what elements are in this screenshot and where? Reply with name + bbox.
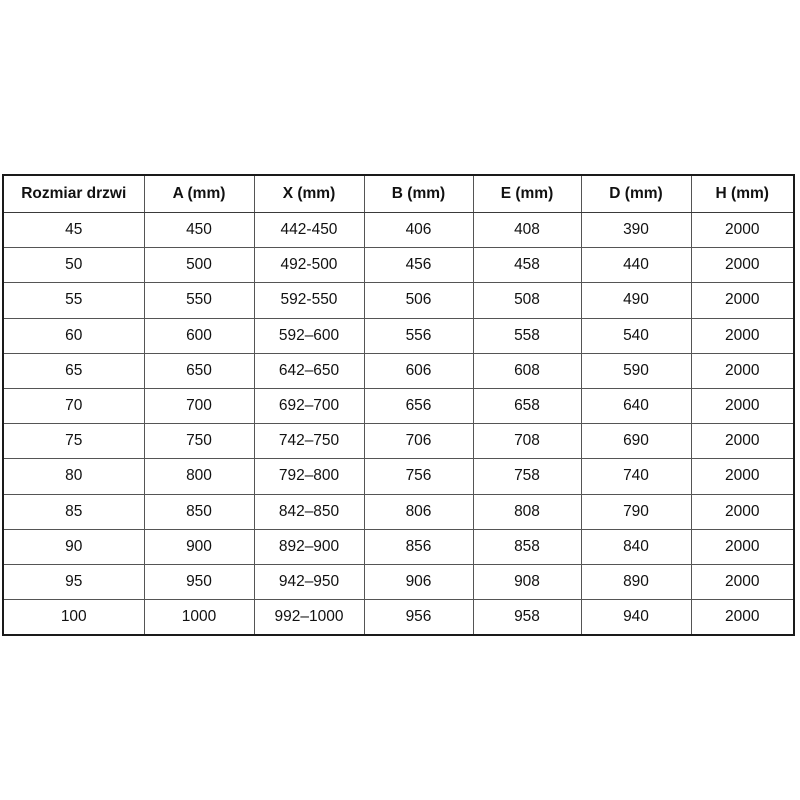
column-header: B (mm): [364, 175, 473, 213]
table-cell: 792–800: [254, 459, 364, 494]
table-cell: 700: [144, 388, 254, 423]
table-cell: 2000: [691, 529, 794, 564]
table-cell: 442-450: [254, 213, 364, 248]
column-header: X (mm): [254, 175, 364, 213]
table-cell: 650: [144, 353, 254, 388]
table-cell: 640: [581, 388, 691, 423]
table-row: [3, 213, 794, 248]
table-cell: 75: [3, 424, 144, 459]
table-cell: 500: [144, 248, 254, 283]
table-cell: 2000: [691, 494, 794, 529]
table-cell: 2000: [691, 388, 794, 423]
table-cell: 790: [581, 494, 691, 529]
table-cell: 850: [144, 494, 254, 529]
table-cell: 90: [3, 529, 144, 564]
table-row: [3, 459, 794, 494]
table-cell: 508: [473, 283, 581, 318]
header-row: [3, 175, 794, 213]
table-cell: 592–600: [254, 318, 364, 353]
column-header: D (mm): [581, 175, 691, 213]
table-cell: 55: [3, 283, 144, 318]
table-cell: 840: [581, 529, 691, 564]
table-cell: 940: [581, 600, 691, 636]
table-cell: 458: [473, 248, 581, 283]
table-row: [3, 388, 794, 423]
table-cell: 95: [3, 564, 144, 599]
table-row: [3, 318, 794, 353]
table-cell: 80: [3, 459, 144, 494]
table-cell: 756: [364, 459, 473, 494]
table-cell: 65: [3, 353, 144, 388]
table-cell: 558: [473, 318, 581, 353]
table-cell: 70: [3, 388, 144, 423]
table-cell: 408: [473, 213, 581, 248]
table-cell: 590: [581, 353, 691, 388]
table-cell: 758: [473, 459, 581, 494]
table-row: [3, 248, 794, 283]
table-cell: 456: [364, 248, 473, 283]
table-cell: 742–750: [254, 424, 364, 459]
table-cell: 2000: [691, 318, 794, 353]
table-cell: 900: [144, 529, 254, 564]
table-cell: 950: [144, 564, 254, 599]
table-cell: 2000: [691, 353, 794, 388]
table-body: [3, 213, 794, 636]
table-cell: 506: [364, 283, 473, 318]
table-cell: 908: [473, 564, 581, 599]
table-cell: 656: [364, 388, 473, 423]
table-cell: 600: [144, 318, 254, 353]
table-row: [3, 564, 794, 599]
table-cell: 556: [364, 318, 473, 353]
table-cell: 450: [144, 213, 254, 248]
table-cell: 892–900: [254, 529, 364, 564]
table-cell: 956: [364, 600, 473, 636]
table-cell: 708: [473, 424, 581, 459]
table-cell: 690: [581, 424, 691, 459]
table-cell: 2000: [691, 564, 794, 599]
column-header: H (mm): [691, 175, 794, 213]
table-head: [3, 175, 794, 213]
column-header: A (mm): [144, 175, 254, 213]
table-cell: 60: [3, 318, 144, 353]
table-cell: 592-550: [254, 283, 364, 318]
table-cell: 706: [364, 424, 473, 459]
table-cell: 606: [364, 353, 473, 388]
table-cell: 906: [364, 564, 473, 599]
table-row: [3, 424, 794, 459]
column-header: Rozmiar drzwi: [3, 175, 144, 213]
table-cell: 440: [581, 248, 691, 283]
table-row: [3, 529, 794, 564]
table-cell: 692–700: [254, 388, 364, 423]
table-cell: 806: [364, 494, 473, 529]
table-cell: 1000: [144, 600, 254, 636]
table-cell: 856: [364, 529, 473, 564]
table-row: [3, 600, 794, 636]
table-cell: 2000: [691, 459, 794, 494]
table-cell: 642–650: [254, 353, 364, 388]
column-header: E (mm): [473, 175, 581, 213]
table-row: [3, 494, 794, 529]
table-cell: 992–1000: [254, 600, 364, 636]
table-cell: 958: [473, 600, 581, 636]
table-cell: 800: [144, 459, 254, 494]
table-row: [3, 283, 794, 318]
table-cell: 550: [144, 283, 254, 318]
table-cell: 2000: [691, 424, 794, 459]
table-cell: 490: [581, 283, 691, 318]
table-cell: 842–850: [254, 494, 364, 529]
table-cell: 100: [3, 600, 144, 636]
table-cell: 540: [581, 318, 691, 353]
table-cell: 858: [473, 529, 581, 564]
table-cell: 658: [473, 388, 581, 423]
table-cell: 608: [473, 353, 581, 388]
table-cell: 45: [3, 213, 144, 248]
table-row: [3, 353, 794, 388]
table-cell: 740: [581, 459, 691, 494]
table-cell: 808: [473, 494, 581, 529]
table-cell: 492-500: [254, 248, 364, 283]
table-cell: 406: [364, 213, 473, 248]
table-cell: 2000: [691, 248, 794, 283]
table-cell: 890: [581, 564, 691, 599]
table-cell: 2000: [691, 213, 794, 248]
table-cell: 50: [3, 248, 144, 283]
table-cell: 2000: [691, 600, 794, 636]
table-cell: 2000: [691, 283, 794, 318]
table-cell: 390: [581, 213, 691, 248]
door-size-spec-table: [2, 174, 795, 636]
table-cell: 750: [144, 424, 254, 459]
table-cell: 85: [3, 494, 144, 529]
table-cell: 942–950: [254, 564, 364, 599]
